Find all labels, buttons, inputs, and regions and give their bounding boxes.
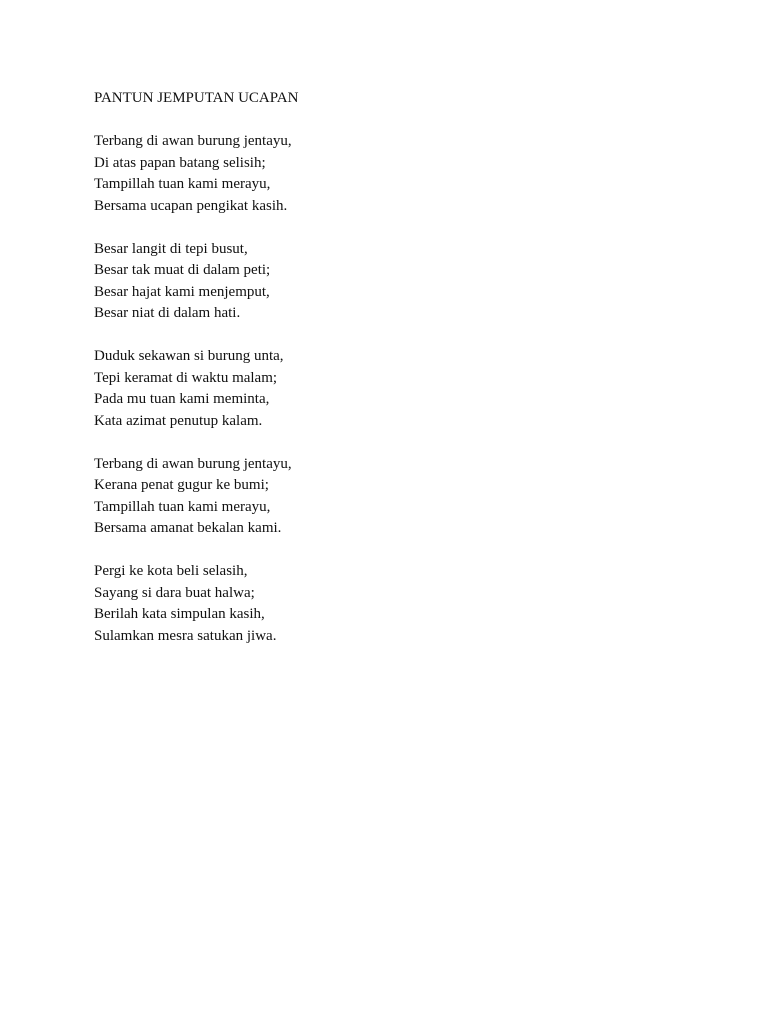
poem-line: Pergi ke kota beli selasih, xyxy=(94,563,248,579)
poem-line: Terbang di awan burung jentayu, xyxy=(94,133,292,149)
poem-line: Sayang si dara buat halwa; xyxy=(94,584,255,601)
poem-line: Besar langit di tepi busut, xyxy=(94,240,248,257)
stanza-1 xyxy=(94,131,694,217)
poem-line: Tepi keramat di waktu malam; xyxy=(94,369,278,386)
poem-line: Di atas papan batang selisih; xyxy=(94,154,266,171)
stanza-5 xyxy=(94,561,694,647)
stanza-2 xyxy=(94,239,694,325)
poem-line: Kata azimat penutup kalam. xyxy=(94,412,263,429)
poem-line: Kerana penat gugur ke bumi; xyxy=(94,477,269,493)
poem-line: Besar hajat kami menjemput, xyxy=(94,283,270,300)
poem-line: Tampillah tuan kami merayu, xyxy=(94,498,271,515)
poem-line: Bersama amanat bekalan kami. xyxy=(94,520,282,536)
poem-line: Besar niat di dalam hati. xyxy=(94,305,241,321)
poem-title: PANTUN JEMPUTAN UCAPAN xyxy=(94,90,299,106)
poem-line: Bersama ucapan pengikat kasih. xyxy=(94,197,288,214)
stanza-3 xyxy=(94,346,694,432)
poem-line: Besar tak muat di dalam peti; xyxy=(94,262,271,278)
poem-line: Terbang di awan burung jentayu, xyxy=(94,455,292,472)
poem-line: Duduk sekawan si burung unta, xyxy=(94,348,284,364)
poem-line: Berilah kata simpulan kasih, xyxy=(94,606,265,622)
poem-line: Sulamkan mesra satukan jiwa. xyxy=(94,627,277,644)
poem-line: Tampillah tuan kami merayu, xyxy=(94,176,271,192)
poem-line: Pada mu tuan kami meminta, xyxy=(94,391,270,407)
poem-body xyxy=(94,88,694,647)
stanza-4 xyxy=(94,454,694,540)
